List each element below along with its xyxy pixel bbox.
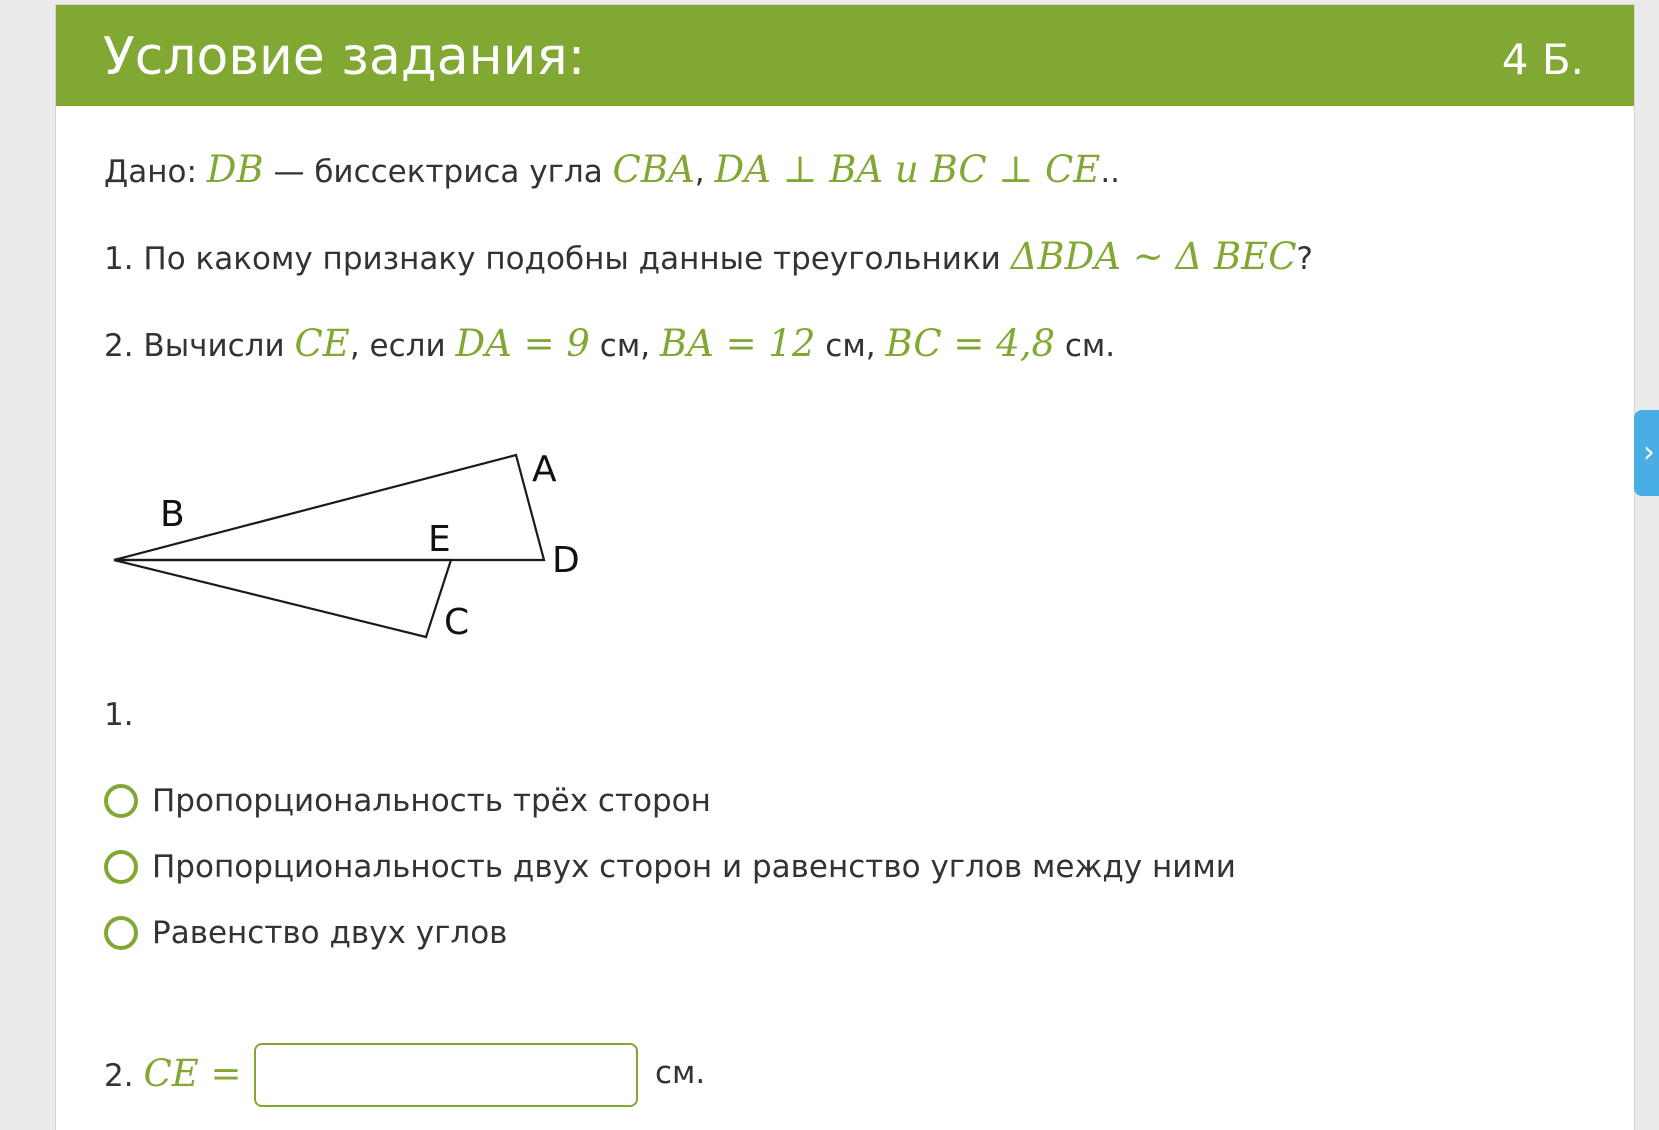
task-card (55, 4, 1635, 1130)
option-label: Равенство двух углов (152, 915, 508, 951)
given-comma: , (694, 154, 715, 190)
given-cond1: DA ⊥ BA (714, 148, 884, 191)
question-2-unit3: см. (1055, 328, 1116, 364)
question-2-unit1: см, (589, 328, 660, 364)
question-2-bc: BC = 4,8 (885, 322, 1055, 365)
task-header (56, 5, 1634, 106)
answer-2-unit: см. (655, 1055, 706, 1091)
task-points: 4 Б. (1501, 35, 1584, 84)
question-2-ba: BA = 12 (659, 322, 816, 365)
label-d: D (552, 540, 580, 581)
option-two-sides-angle[interactable] (104, 845, 1236, 889)
question-2-da: DA = 9 (455, 322, 590, 365)
option-label: Пропорциональность трёх сторон (152, 783, 711, 819)
answer-2-formula: CE = (143, 1052, 242, 1095)
given-db: DB (206, 148, 264, 191)
option-two-angles[interactable] (104, 911, 507, 955)
chevron-icon: › (1643, 435, 1655, 470)
question-1-formula: ΔBDA ~ Δ BEC (1010, 235, 1297, 278)
radio-button-icon[interactable] (104, 784, 138, 818)
question-2-text2: , если (349, 328, 456, 364)
triangle-figure (104, 430, 624, 660)
question-2-ce: CE (294, 322, 350, 365)
given-angle: CBA (612, 148, 695, 191)
answer-2-label (104, 1052, 242, 1095)
label-c: C (444, 602, 470, 643)
answer-2-prefix: 2. (104, 1058, 144, 1094)
radio-button-icon[interactable] (104, 850, 138, 884)
triangle-bec (114, 560, 451, 637)
option-label: Пропорциональность двух сторон и равенство углов между ними (152, 849, 1236, 885)
task-title: Условие задания: (103, 27, 586, 87)
ce-answer-input[interactable] (254, 1043, 638, 1107)
given-ending: .. (1100, 154, 1121, 190)
given-prefix: Дано: (104, 154, 207, 190)
label-a: A (532, 449, 557, 490)
label-e: E (428, 519, 451, 560)
question-1 (104, 235, 1313, 278)
given-and: и (883, 148, 931, 191)
question-1-end: ? (1296, 241, 1313, 277)
given-text: — биссектриса угла (263, 154, 613, 190)
radio-button-icon[interactable] (104, 916, 138, 950)
question-2-text: 2. Вычисли (104, 328, 295, 364)
question-2 (104, 322, 1115, 365)
answer-1-number: 1. (104, 697, 134, 733)
option-three-sides[interactable] (104, 779, 711, 823)
question-1-text: 1. По какому признаку подобны данные треугольники (104, 241, 1011, 277)
given-statement (104, 148, 1120, 191)
question-2-unit2: см, (815, 328, 886, 364)
side-panel-tab[interactable] (1634, 410, 1659, 496)
given-cond2: BC ⊥ CE (930, 148, 1101, 191)
label-b: B (160, 494, 185, 535)
